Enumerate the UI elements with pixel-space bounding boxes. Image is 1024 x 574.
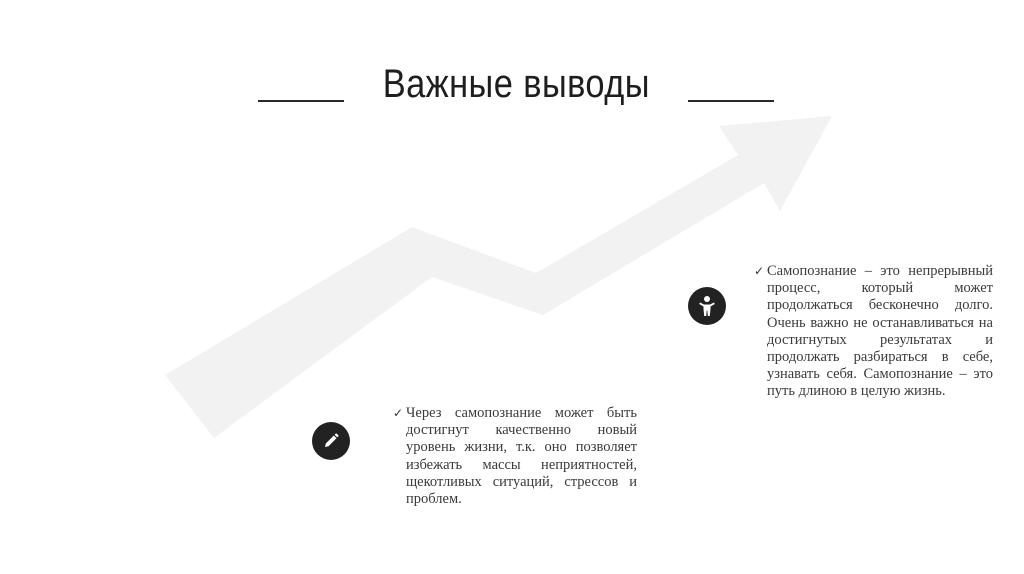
conclusion-right-text: Самопознание – это непрерывный процесс, который может продолжаться бесконечно долго. Очень важно не останавливаться на достигнутых результатах и продолжать разбираться в себе, узнавать себя. Самопознание – это путь длиною в целую жизнь. (767, 263, 993, 400)
title-rule-right (688, 100, 774, 102)
person-icon (688, 287, 726, 325)
checkmark-icon: ✓ (754, 264, 765, 278)
page-title: Важные выводы (382, 61, 650, 106)
conclusion-text-right (754, 263, 993, 401)
title-area (258, 58, 774, 110)
checkmark-icon: ✓ (393, 406, 404, 420)
conclusion-text-bottom (393, 405, 637, 508)
pencil-icon (312, 422, 350, 460)
title-rule-left (258, 100, 344, 102)
conclusion-bottom-text: Через самопознание может быть достигнут качественно новый уровень жизни, т.к. оно позволяет избежать массы неприятностей, щекотливых ситуаций, стрессов и проблем. (406, 405, 637, 508)
